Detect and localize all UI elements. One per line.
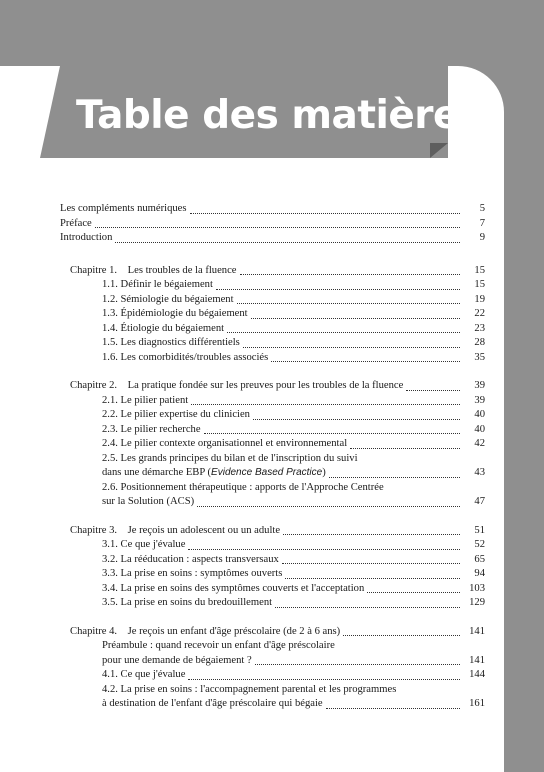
- toc-page-number: 103: [469, 582, 485, 594]
- toc-section[interactable]: [60, 322, 485, 337]
- leader-dots: [190, 213, 460, 214]
- toc-entry-label-cont: à destination de l'enfant d'âge préscolaire qui bégaie: [102, 698, 323, 709]
- chapter-number: Chapitre 1.: [70, 264, 118, 276]
- toc-entry-label: 2.6. Positionnement thérapeutique : apports de l'Approche Centrée: [102, 481, 384, 493]
- toc-chapter-2[interactable]: [60, 379, 485, 394]
- page-title: Table des matières: [76, 93, 482, 138]
- toc-section-multiline[interactable]: [60, 452, 485, 481]
- leader-dots: [367, 592, 460, 593]
- leader-dots: [275, 607, 460, 608]
- toc-section-multiline[interactable]: [60, 481, 485, 510]
- toc-entry-preface[interactable]: [60, 217, 485, 232]
- toc-entry-label: 3.3. La prise en soins : symptômes ouverts: [102, 568, 283, 579]
- toc-entry-complements[interactable]: [60, 202, 485, 217]
- toc-page-number: 141: [469, 654, 485, 666]
- toc-section[interactable]: [60, 394, 485, 409]
- chapter-heading: [70, 264, 237, 279]
- toc-entry-label: 3.5. La prise en soins du bredouillement: [102, 597, 273, 608]
- toc-entry-label: 1.4. Étiologie du bégaiement: [102, 322, 225, 334]
- toc-page-number: 144: [469, 669, 485, 680]
- toc-section[interactable]: [60, 336, 485, 351]
- leader-dots: [204, 433, 460, 434]
- leader-dots: [285, 578, 460, 579]
- toc-page-number: 43: [474, 467, 485, 478]
- toc-chapter-1[interactable]: [60, 264, 485, 279]
- toc-page-number: 9: [479, 232, 485, 243]
- title-tab-slant: [40, 66, 60, 158]
- toc-section[interactable]: [60, 567, 485, 582]
- toc-page-number: 161: [469, 698, 485, 709]
- leader-dots: [283, 534, 460, 535]
- table-of-contents: [60, 202, 485, 712]
- toc-section[interactable]: [60, 307, 485, 322]
- toc-entry-label: 2.1. Le pilier patient: [102, 394, 189, 406]
- toc-page-number: 65: [474, 553, 485, 565]
- toc-entry-label: 2.2. Le pilier expertise du clinicien: [102, 409, 250, 420]
- toc-section[interactable]: [60, 423, 485, 438]
- chapter-number: Chapitre 4.: [70, 625, 118, 637]
- toc-section[interactable]: [60, 278, 485, 293]
- toc-section[interactable]: [60, 553, 485, 568]
- chapter-heading: [70, 524, 280, 539]
- leader-dots: [350, 448, 460, 449]
- toc-page-number: 28: [474, 337, 485, 348]
- toc-entry-label: 4.1. Ce que j'évalue: [102, 669, 186, 680]
- leader-dots: [343, 635, 460, 636]
- toc-entry-label: 3.2. La rééducation : aspects transversaux: [102, 553, 279, 565]
- toc-section[interactable]: [60, 668, 485, 683]
- toc-section-multiline[interactable]: [60, 639, 485, 668]
- toc-page-number: 51: [474, 524, 485, 536]
- toc-entry-label-cont: sur la Solution (ACS): [102, 496, 195, 507]
- leader-dots: [115, 242, 460, 243]
- toc-page-number: 40: [474, 423, 485, 435]
- leader-dots: [188, 679, 460, 680]
- toc-section[interactable]: [60, 351, 485, 366]
- page-margin: [0, 66, 40, 772]
- toc-page-number: 15: [474, 279, 485, 290]
- toc-entry-label: 1.6. Les comorbidités/troubles associés: [102, 351, 269, 363]
- toc-page-number: 39: [474, 380, 485, 391]
- toc-page-number: 22: [474, 308, 485, 319]
- toc-section-multiline[interactable]: [60, 683, 485, 712]
- toc-chapter-4[interactable]: [60, 625, 485, 640]
- toc-entry-label: 2.4. Le pilier contexte organisationnel et environnemental: [102, 438, 348, 449]
- leader-dots: [251, 318, 460, 319]
- toc-page-number: 52: [474, 539, 485, 550]
- toc-page-number: 47: [474, 496, 485, 507]
- toc-entry-label-cont: dans une démarche EBP (Evidence Based Practice): [102, 467, 326, 478]
- chapter-title: La pratique fondée sur les preuves pour les troubles de la fluence: [127, 380, 404, 391]
- toc-page-number: 129: [469, 597, 485, 608]
- leader-dots: [282, 563, 460, 564]
- chapter-title: Je reçois un adolescent ou un adulte: [127, 524, 281, 536]
- chapter-number: Chapitre 2.: [70, 380, 118, 391]
- chapter-title: Les troubles de la fluence: [127, 264, 237, 276]
- toc-page-number: 19: [474, 293, 485, 305]
- toc-entry-label: 1.1. Définir le bégaiement: [102, 279, 213, 290]
- leader-dots: [271, 361, 460, 362]
- leader-dots: [191, 404, 460, 405]
- toc-entry-label: Préface: [60, 217, 92, 229]
- toc-entry-introduction[interactable]: [60, 231, 485, 246]
- toc-page-number: 15: [474, 264, 485, 276]
- toc-entry-label: Les compléments numériques: [60, 203, 187, 214]
- leader-dots: [197, 506, 460, 507]
- toc-entry-label: 1.3. Épidémiologie du bégaiement: [102, 308, 248, 319]
- toc-entry-label: 3.4. La prise en soins des symptômes couverts et l'acceptation: [102, 582, 365, 594]
- toc-page-number: 7: [479, 217, 485, 229]
- toc-page-number: 40: [474, 409, 485, 420]
- toc-section[interactable]: [60, 408, 485, 423]
- toc-page-number: 141: [469, 625, 485, 637]
- toc-page-number: 94: [474, 568, 485, 579]
- leader-dots: [255, 664, 460, 665]
- toc-section[interactable]: [60, 596, 485, 611]
- toc-section[interactable]: [60, 538, 485, 553]
- chapter-heading: [70, 379, 403, 394]
- toc-page-number: 5: [479, 203, 485, 214]
- leader-dots: [188, 549, 460, 550]
- toc-page-number: 42: [474, 438, 485, 449]
- toc-entry-label: 4.2. La prise en soins : l'accompagnement parental et les programmes: [102, 683, 397, 695]
- leader-dots: [95, 227, 460, 228]
- leader-dots: [406, 390, 460, 391]
- toc-entry-label-cont: pour une demande de bégaiement ?: [102, 654, 252, 666]
- top-gray-band: [0, 0, 544, 66]
- chapter-number: Chapitre 3.: [70, 524, 118, 536]
- toc-section[interactable]: [60, 437, 485, 452]
- leader-dots: [326, 708, 460, 709]
- toc-page-number: 39: [474, 394, 485, 406]
- leader-dots: [227, 332, 460, 333]
- toc-entry-label: 3.1. Ce que j'évalue: [102, 539, 186, 550]
- toc-entry-label: Introduction: [60, 232, 113, 243]
- leader-dots: [243, 347, 460, 348]
- chapter-title: Je reçois un enfant d'âge préscolaire (de 2 à 6 ans): [127, 625, 341, 637]
- toc-entry-label: 1.2. Sémiologie du bégaiement: [102, 293, 234, 305]
- leader-dots: [237, 303, 460, 304]
- leader-dots: [253, 419, 460, 420]
- toc-entry-label: Préambule : quand recevoir un enfant d'âge préscolaire: [102, 640, 335, 651]
- toc-page-number: 23: [474, 322, 485, 334]
- toc-chapter-3[interactable]: [60, 524, 485, 539]
- title-fold-shadow: [430, 143, 448, 158]
- toc-page-number: 35: [474, 351, 485, 363]
- leader-dots: [329, 477, 460, 478]
- toc-entry-label: 1.5. Les diagnostics différentiels: [102, 337, 240, 348]
- leader-dots: [240, 274, 460, 275]
- toc-entry-label: 2.3. Le pilier recherche: [102, 423, 201, 435]
- chapter-heading: [70, 625, 340, 640]
- toc-entry-label: 2.5. Les grands principes du bilan et de l'inscription du suivi: [102, 452, 358, 464]
- toc-section[interactable]: [60, 293, 485, 308]
- toc-section[interactable]: [60, 582, 485, 597]
- leader-dots: [216, 289, 460, 290]
